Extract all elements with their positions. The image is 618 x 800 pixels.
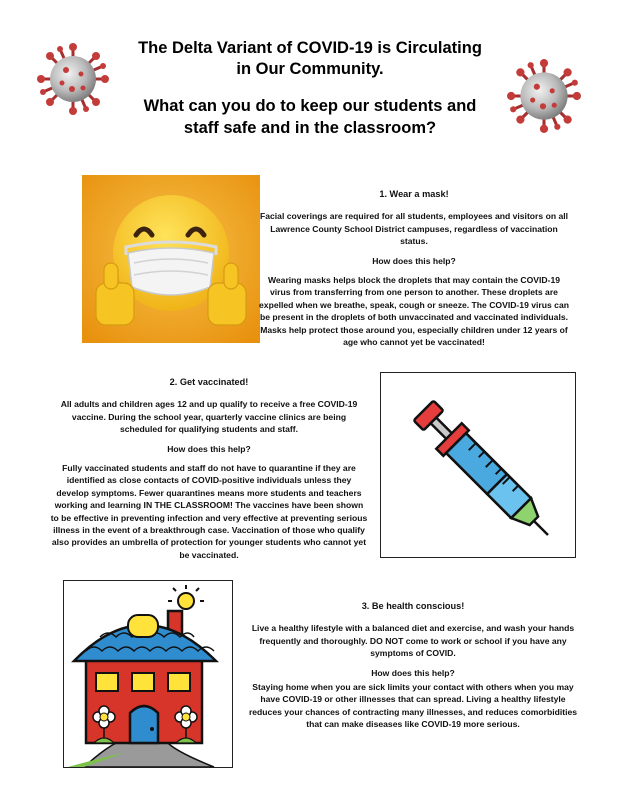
section-1-body: Facial coverings are required for all students, employees and visitors on all Lawrence County School District campuses, regardless of vaccination status. (259, 211, 569, 247)
coronavirus-left-icon (36, 42, 110, 116)
section-3-question: How does this help? (371, 667, 455, 678)
subtitle (110, 95, 510, 139)
section-3-heading: 3. Be health conscious! (361, 601, 465, 611)
section-2-answer: Fully vaccinated students and staff do not have to quarantine if they are identified as close contacts of COVID-positive individuals unless they develop symptoms. Fewer quarantines means more students and teachers working and learning IN THE CLASSROOM! The vaccines have been shown to be effective in preventing infection and very effective at preventing serious illness in the event of a breakthrough case. Vaccination of those who qualify also provides an umbrella of protection for younger students who cannot yet be vaccinated. (50, 463, 368, 560)
section-1-heading: 1. Wear a mask! (379, 189, 449, 199)
section-1-question: How does this help? (372, 255, 456, 266)
house-image (63, 580, 233, 768)
section-2-body: All adults and children ages 12 and up qualify to receive a free COVID-19 vaccine. During the school year, quarterly vaccine clinics are being scheduled for qualifying students and staff. (60, 399, 358, 435)
syringe-image (380, 372, 576, 558)
title-line-1 (110, 38, 510, 80)
title-text-1: The Delta Variant of COVID-19 is Circulating (138, 39, 482, 57)
section-2-question: How does this help? (167, 443, 251, 454)
section-mask (258, 188, 570, 355)
section-vaccine (50, 376, 368, 568)
house-cartoon-icon (64, 581, 232, 767)
masked-emoji-icon (82, 175, 260, 343)
section-health (248, 600, 578, 738)
section-3-body: Live a healthy lifestyle with a balanced diet and exercise, and wash your hands frequently and thoroughly. DO NOT come to work or school if you have any symptoms of COVID. (251, 623, 575, 659)
subtitle-text-2: staff safe and in the classroom? (183, 119, 437, 137)
title-text-2: in Our Community. (236, 60, 384, 78)
coronavirus-right-icon (506, 58, 582, 134)
section-1-answer: Wearing masks helps block the droplets that may contain the COVID-19 virus from transferring from one person to another. These droplets are expelled when we breathe, speak, cough or sneeze. The COVID-19 virus can be present in the droplets of both unvaccinated and vaccinated individuals. Masks help protect those around you, especially children under 12 years of age who cannot yet be vaccinated! (259, 275, 569, 348)
syringe-icon (381, 373, 575, 557)
section-2-heading: 2. Get vaccinated! (169, 377, 249, 387)
subtitle-text-1: What can you do to keep our students and (143, 97, 477, 115)
section-3-answer: Staying home when you are sick limits your contact with others when you may have COVID-19 or other illnesses that can spread. Living a healthy lifestyle reduces your chances of contracting many illnesses, and reduces comorbidities that can make diseases like COVID-19 more serious. (248, 682, 578, 730)
mask-emoji-image (82, 175, 260, 343)
